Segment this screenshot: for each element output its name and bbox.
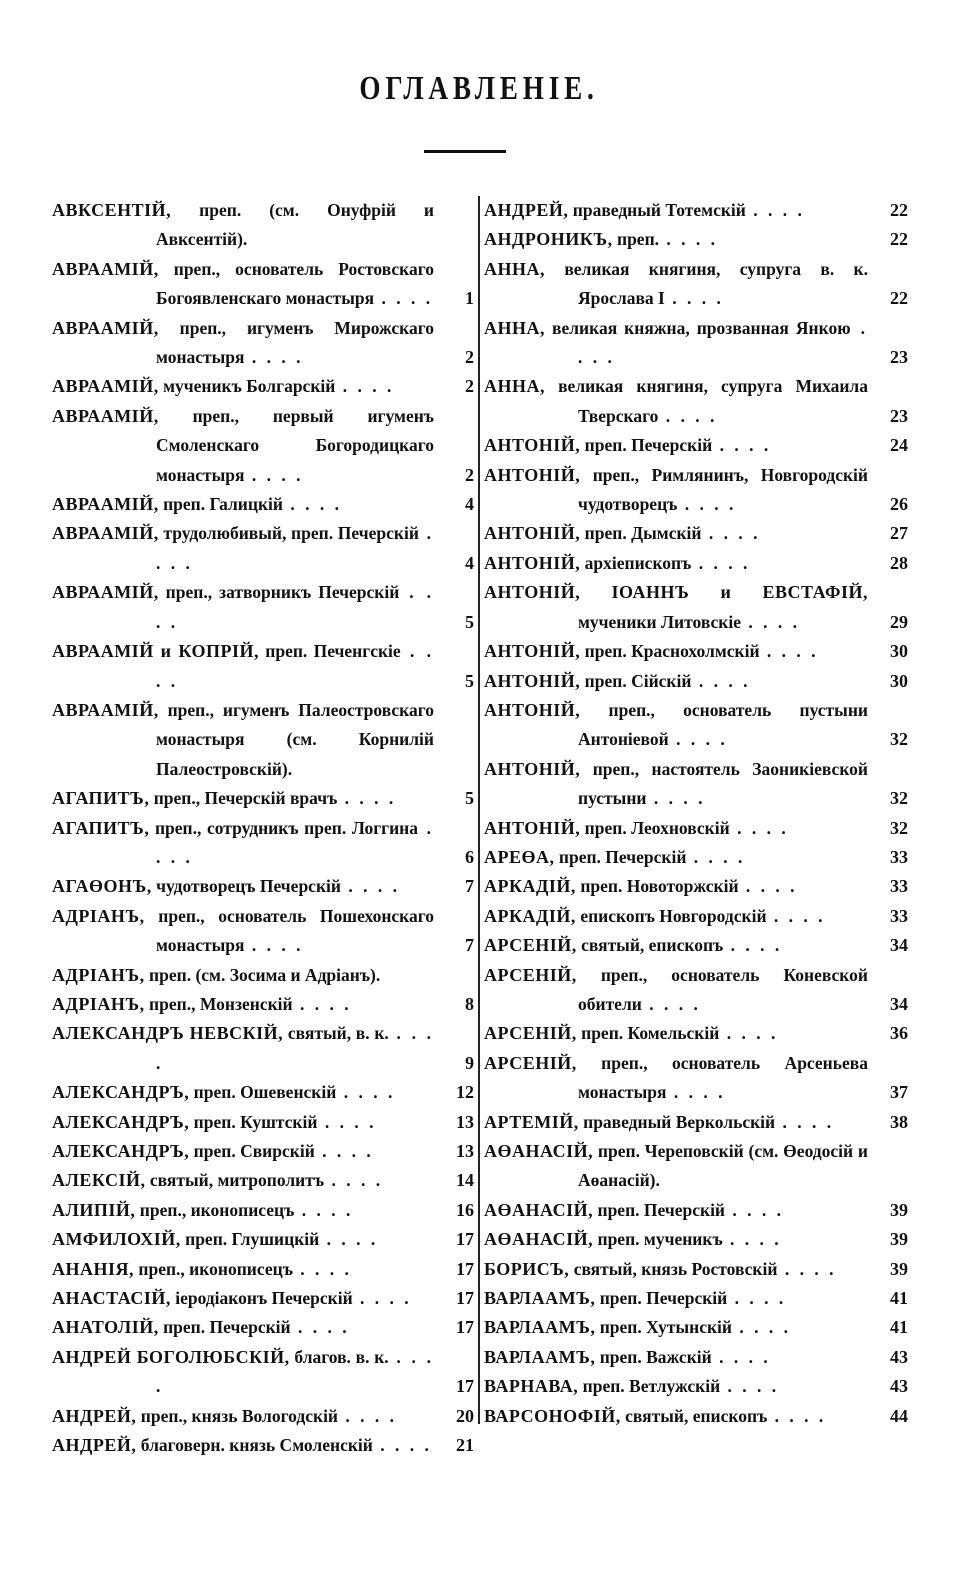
entry-name: АНДРЕЙ БОГОЛЮБСКІЙ, [52, 1346, 290, 1367]
entry-page-number: 38 [890, 1111, 908, 1132]
entry-description: чудотворецъ Печерскій . . . . [156, 876, 400, 896]
entry-page-number: 39 [890, 1258, 908, 1279]
entry-name: АНАТОЛІЙ, [52, 1317, 159, 1338]
entry-description: преп. (см. Зосима и Адріанъ). [149, 964, 381, 985]
entry-description: трудолюбивый, преп. Печерскій . . . . [156, 523, 434, 572]
entry-description: преп. Важскій . . . . [600, 1347, 771, 1367]
entry-page-number: 17 [456, 1258, 474, 1279]
entry-description: праведный Тотемскій . . . . [573, 200, 805, 220]
entry-name: АРКАДІЙ, [484, 905, 576, 926]
entry-page-number: 5 [465, 788, 474, 809]
entry-name: АВРААМІЙ и КОПРІЙ, [52, 641, 259, 662]
entry-name: АНТОНІЙ, [484, 464, 581, 485]
toc-entry [484, 372, 908, 431]
toc-entry [52, 1431, 474, 1460]
entry-name: АНДРЕЙ, [52, 1405, 137, 1426]
entry-page-number: 28 [890, 552, 908, 573]
entry-name: АЛЕКСАНДРЪ НЕВСКІЙ, [52, 1023, 284, 1044]
entry-name: АЛЕКСАНДРЪ, [52, 1111, 190, 1132]
entry-description: преп. . . . . [617, 229, 718, 249]
entry-page-number: 39 [890, 1229, 908, 1250]
toc-entry [52, 990, 474, 1019]
toc-entry [52, 1019, 474, 1078]
entry-page-number: 2 [465, 464, 474, 485]
toc-entry [52, 402, 474, 490]
entry-page-number: 4 [465, 494, 474, 515]
entry-page-number: 37 [890, 1082, 908, 1103]
toc-entry [52, 372, 474, 401]
page-title: ОГЛАВЛЕНІЕ. [359, 70, 599, 107]
entry-name: АРЕӨА, [484, 846, 555, 867]
entry-description: святый, епископъ . . . . [581, 935, 782, 955]
entry-description: мученики Литовскіе . . . . [578, 612, 800, 632]
toc-entry [484, 637, 908, 666]
entry-description: святый, митрополитъ . . . . [150, 1170, 383, 1190]
toc-entry [484, 843, 908, 872]
entry-page-number: 33 [890, 846, 908, 867]
entry-name: АНДРЕЙ, [484, 200, 569, 220]
entry-page-number: 5 [465, 670, 474, 691]
entry-page-number: 32 [890, 788, 908, 809]
entry-description: преп. Глушицкій . . . . [185, 1229, 378, 1249]
toc-entry [484, 578, 908, 637]
entry-page-number: 23 [890, 347, 908, 368]
entry-name: АЛИПІЙ, [52, 1199, 136, 1220]
entry-page-number: 16 [456, 1199, 474, 1220]
entry-description: преп., Монзенскій . . . . [149, 994, 352, 1014]
entry-name: АРСЕНІЙ, [484, 935, 577, 956]
toc-entry [484, 872, 908, 901]
toc-entry [484, 696, 908, 755]
entry-page-number: 22 [890, 200, 908, 220]
entry-description: святый, в. к. . . . . [156, 1023, 434, 1072]
entry-page-number: 5 [465, 611, 474, 632]
toc-entry [52, 1137, 474, 1166]
toc-entry [52, 1078, 474, 1107]
entry-name: ВАРЛААМЪ, [484, 1346, 596, 1367]
toc-entry [52, 1166, 474, 1195]
entry-page-number: 6 [465, 846, 474, 867]
toc-entry [484, 931, 908, 960]
entry-name: АВРААМІЙ, [52, 258, 159, 279]
toc-entry [52, 1255, 474, 1284]
entry-description: преп. Печерскій . . . . [600, 1288, 787, 1308]
entry-page-number: 36 [890, 1023, 908, 1044]
entry-name: ВАРНАВА, [484, 1376, 579, 1397]
entry-page-number: 7 [465, 935, 474, 956]
entry-page-number: 29 [890, 611, 908, 632]
entry-description: преп., первый игуменъ Смоленскаго Богородицкаго монастыря . . . . [156, 406, 434, 485]
entry-name: АНТОНІЙ, [484, 699, 581, 720]
column-divider [478, 196, 480, 1424]
entry-page-number: 33 [890, 905, 908, 926]
entry-page-number: 17 [456, 1317, 474, 1338]
entry-description: преп., князь Вологодскій . . . . [141, 1406, 397, 1426]
entry-description: благов. в. к. . . . . [156, 1347, 434, 1396]
toc-entry [484, 255, 908, 314]
toc-entry [484, 902, 908, 931]
entry-description: мученикъ Болгарскій . . . . [163, 376, 394, 396]
entry-description: преп., игуменъ Мирожскаго монастыря . . . . [156, 318, 434, 367]
entry-name: АНТОНІЙ, [484, 523, 581, 544]
toc-entry [484, 1049, 908, 1108]
entry-page-number: 43 [890, 1346, 908, 1367]
entry-page-number: 20 [456, 1405, 474, 1426]
entry-page-number: 1 [465, 288, 474, 309]
entry-page-number: 34 [890, 993, 908, 1014]
entry-description: преп. Ветлужскій . . . . [583, 1376, 780, 1396]
toc-entry [52, 784, 474, 813]
entry-description: преп. Леохновскій . . . . [585, 818, 789, 838]
entry-name: АРСЕНІЙ, [484, 964, 577, 985]
entry-name: АРКАДІЙ, [484, 876, 576, 897]
toc-entry [52, 1402, 474, 1431]
entry-name: АӨАНАСІЙ, [484, 1199, 594, 1220]
entry-description: преп., иконописецъ . . . . [140, 1200, 354, 1220]
entry-description: преп., игуменъ Палеостровскаго монастыря (см. Корнилій Палеостровскій). [156, 699, 434, 779]
entry-description: преп. Печенгскіе . . . . [156, 641, 434, 690]
entry-name: АНАСТАСІЙ, [52, 1288, 171, 1309]
entry-description: преп., основатель Арсеньева монастыря . . . . [578, 1053, 868, 1102]
entry-description: святый, князь Ростовскій . . . . [574, 1259, 837, 1279]
entry-page-number: 23 [890, 405, 908, 426]
entry-name: АЛЕКСАНДРЪ, [52, 1082, 190, 1103]
entry-name: АНТОНІЙ, [484, 817, 581, 838]
entry-name: АНАНІЯ, [52, 1258, 135, 1279]
toc-entry [484, 1196, 908, 1225]
entry-page-number: 43 [890, 1376, 908, 1397]
entry-page-number: 30 [890, 641, 908, 662]
toc-entry [52, 637, 474, 696]
entry-description: преп. Ошевенскій . . . . [194, 1082, 396, 1102]
entry-description: преп. мученикъ . . . . [597, 1229, 781, 1249]
toc-entry [52, 961, 474, 990]
title-rule [424, 150, 506, 153]
entry-description: преп. Дымскій . . . . [585, 523, 761, 543]
entry-description: преп. Хутынскій . . . . [600, 1317, 791, 1337]
entry-page-number: 24 [890, 435, 908, 456]
entry-description: преп. Сійскій . . . . [585, 671, 751, 691]
toc-entry [484, 667, 908, 696]
entry-description: преп., основатель пустыни Антоніевой . . . . [578, 700, 868, 749]
entry-page-number: 13 [456, 1141, 474, 1161]
entry-name: АНТОНІЙ, [484, 435, 581, 456]
entry-description: архіепископъ . . . . [585, 553, 751, 573]
toc-entry [484, 1019, 908, 1048]
toc-entry [52, 490, 474, 519]
toc-entry [52, 255, 474, 314]
entry-description: великая княгиня, супруга в. к. Ярослава I . . . . [564, 259, 868, 308]
entry-description: праведный Веркольскій . . . . [583, 1112, 834, 1132]
toc-entry [484, 1225, 908, 1254]
entry-description: преп., иконописецъ . . . . [138, 1259, 352, 1279]
entry-name: АӨАНАСІЙ, [484, 1229, 594, 1250]
entry-name: АГАПИТЪ, [52, 788, 150, 809]
entry-description: преп. Печерскій . . . . [163, 1317, 350, 1337]
entry-name: АГАӨОНЪ, [52, 876, 152, 897]
entry-page-number: 4 [465, 552, 474, 573]
toc-entry [484, 461, 908, 520]
entry-description: преп. Новоторжскій . . . . [580, 876, 797, 896]
toc-entry [52, 519, 474, 578]
entry-page-number: 8 [465, 993, 474, 1014]
entry-name: АЛЕКСАНДРЪ, [52, 1141, 190, 1161]
entry-name: АДРІАНЪ, [52, 993, 145, 1014]
toc-entry [52, 902, 474, 961]
entry-name: АНТОНІЙ, [484, 758, 581, 779]
entry-description: преп. Печерскій . . . . [559, 847, 746, 867]
entry-name: ВАРЛААМЪ, [484, 1317, 596, 1338]
toc-entry [484, 549, 908, 578]
toc-entry [484, 1255, 908, 1284]
entry-description: святый, епископъ . . . . [625, 1406, 826, 1426]
entry-name: АВКСЕНТІЙ, [52, 200, 172, 220]
entry-description: благоверн. князь Смоленскій . . . . [141, 1435, 432, 1455]
entry-description: преп. Печерскій . . . . [597, 1200, 784, 1220]
entry-page-number: 30 [890, 670, 908, 691]
entry-description: преп. Куштскій . . . . [194, 1112, 377, 1132]
entry-name: АННА, [484, 258, 545, 279]
toc-entry [484, 225, 908, 254]
toc-entry [484, 1137, 908, 1196]
entry-page-number: 12 [456, 1082, 474, 1103]
toc-entry [484, 519, 908, 548]
toc-entry [52, 696, 474, 784]
entry-name: АНДРОНИКЪ, [484, 229, 613, 250]
toc-entry [484, 314, 908, 373]
entry-name: АГАПИТЪ, [52, 817, 150, 838]
entry-page-number: 9 [465, 1052, 474, 1073]
entry-description: великая княжна, прозванная Янкою . . . . [552, 318, 868, 367]
toc-entry [52, 1108, 474, 1137]
entry-name: ВАРЛААМЪ, [484, 1288, 596, 1309]
toc-entry [484, 814, 908, 843]
toc-entry [52, 578, 474, 637]
entry-page-number: 17 [456, 1288, 474, 1309]
entry-description: преп., основатель Ростовскаго Богоявленскаго монастыря . . . . [156, 259, 434, 308]
entry-page-number: 34 [890, 935, 908, 956]
entry-description: преп. (см. Онуфрій и Авксентій). [156, 200, 435, 250]
entry-description: преп., сотрудникъ преп. Логгина . . . . [155, 818, 434, 867]
entry-description: преп., основатель Пошехонскаго монастыря . . . . [156, 906, 434, 955]
toc-entry [484, 1402, 908, 1431]
entry-name: АМФИЛОХІЙ, [52, 1229, 181, 1250]
entry-name: АВРААМІЙ, [52, 494, 159, 515]
entry-page-number: 13 [456, 1111, 474, 1132]
entry-name: ВАРСОНОФІЙ, [484, 1405, 621, 1426]
toc-entry [52, 872, 474, 901]
toc-right-column [484, 196, 908, 1431]
entry-page-number: 22 [890, 288, 908, 309]
entry-description: преп. Череповскій (см. Өеодосій и Аөанасій). [578, 1141, 869, 1191]
toc-entry [52, 314, 474, 373]
entry-name: АНТОНІЙ, [484, 670, 581, 691]
entry-name: АРТЕМІЙ, [484, 1111, 579, 1132]
entry-page-number: 41 [890, 1288, 908, 1309]
entry-name: АНТОНІЙ, [484, 552, 581, 573]
entry-page-number: 44 [890, 1405, 908, 1426]
entry-page-number: 39 [890, 1199, 908, 1220]
entry-name: АВРААМІЙ, [52, 523, 159, 544]
entry-name: АВРААМІЙ, [52, 582, 159, 603]
entry-description: преп. Галицкій . . . . [163, 494, 342, 514]
entry-name: АНТОНІЙ, [484, 641, 581, 662]
entry-page-number: 27 [890, 523, 908, 544]
entry-name: АЛЕКСІЙ, [52, 1170, 146, 1191]
toc-entry [52, 1343, 474, 1402]
toc-entry [52, 196, 474, 255]
entry-page-number: 22 [890, 229, 908, 250]
entry-name: АВРААМІЙ, [52, 317, 159, 338]
entry-page-number: 41 [890, 1317, 908, 1338]
toc-entry [52, 814, 474, 873]
entry-description: епископъ Новгородскій . . . . [580, 906, 825, 926]
toc-entry [484, 1343, 908, 1372]
toc-entry [52, 1313, 474, 1342]
entry-page-number: 32 [890, 817, 908, 838]
entry-page-number: 17 [456, 1229, 474, 1250]
entry-description: преп. Комельскій . . . . [581, 1023, 778, 1043]
entry-description: іеродіаконъ Печерскій . . . . [175, 1288, 411, 1308]
toc-entry [484, 1372, 908, 1401]
entry-description: преп. Свирскій . . . . [194, 1141, 374, 1161]
entry-page-number: 21 [456, 1435, 474, 1456]
toc-entry [484, 196, 908, 225]
entry-name: АННА, [484, 317, 545, 338]
toc-entry [484, 755, 908, 814]
toc-entry [484, 431, 908, 460]
entry-name: АДРІАНЪ, [52, 964, 145, 985]
entry-page-number: 2 [465, 347, 474, 368]
entry-page-number: 33 [890, 876, 908, 897]
entry-name: АРСЕНІЙ, [484, 1052, 577, 1073]
entry-description: преп., настоятель Заоникіевской пустыни . . . . [578, 759, 868, 808]
entry-page-number: 2 [465, 376, 474, 397]
entry-description: преп., Римлянинъ, Новгородскій чудотворецъ . . . . [578, 465, 868, 514]
entry-name: АНТОНІЙ, ІОАННЪ и ЕВСТАФІЙ, [484, 582, 868, 603]
toc-entry [484, 1284, 908, 1313]
toc-entry [484, 1108, 908, 1137]
entry-name: АВРААМІЙ, [52, 376, 159, 397]
entry-name: АННА, [484, 376, 545, 397]
entry-name: АДРІАНЪ, [52, 905, 145, 926]
entry-page-number: 26 [890, 494, 908, 515]
toc-entry [484, 1313, 908, 1342]
entry-description: преп., Печерскій врачъ . . . . [154, 788, 397, 808]
entry-page-number: 14 [456, 1170, 474, 1191]
entry-page-number: 17 [456, 1376, 474, 1397]
entry-description: преп., основатель Коневской обители . . . . [578, 965, 868, 1014]
entry-description: великая княгиня, супруга Михаила Тверскаго . . . . [558, 376, 868, 425]
toc-left-column [52, 196, 474, 1460]
entry-name: АРСЕНІЙ, [484, 1023, 577, 1044]
entry-description: преп. Краснохолмскій . . . . [585, 641, 819, 661]
entry-description: преп. Печерскій . . . . [585, 435, 772, 455]
entry-name: БОРИСЪ, [484, 1258, 570, 1279]
entry-page-number: 32 [890, 729, 908, 750]
toc-entry [484, 961, 908, 1020]
entry-page-number: 7 [465, 876, 474, 897]
entry-description: преп., затворникъ Печерскій . . . . [156, 582, 434, 631]
toc-entry [52, 1225, 474, 1254]
toc-entry [52, 1284, 474, 1313]
entry-name: АВРААМІЙ, [52, 405, 159, 426]
entry-name: АНДРЕЙ, [52, 1435, 137, 1456]
entry-name: АВРААМІЙ, [52, 699, 159, 720]
entry-name: АӨАНАСІЙ, [484, 1141, 594, 1161]
toc-entry [52, 1196, 474, 1225]
